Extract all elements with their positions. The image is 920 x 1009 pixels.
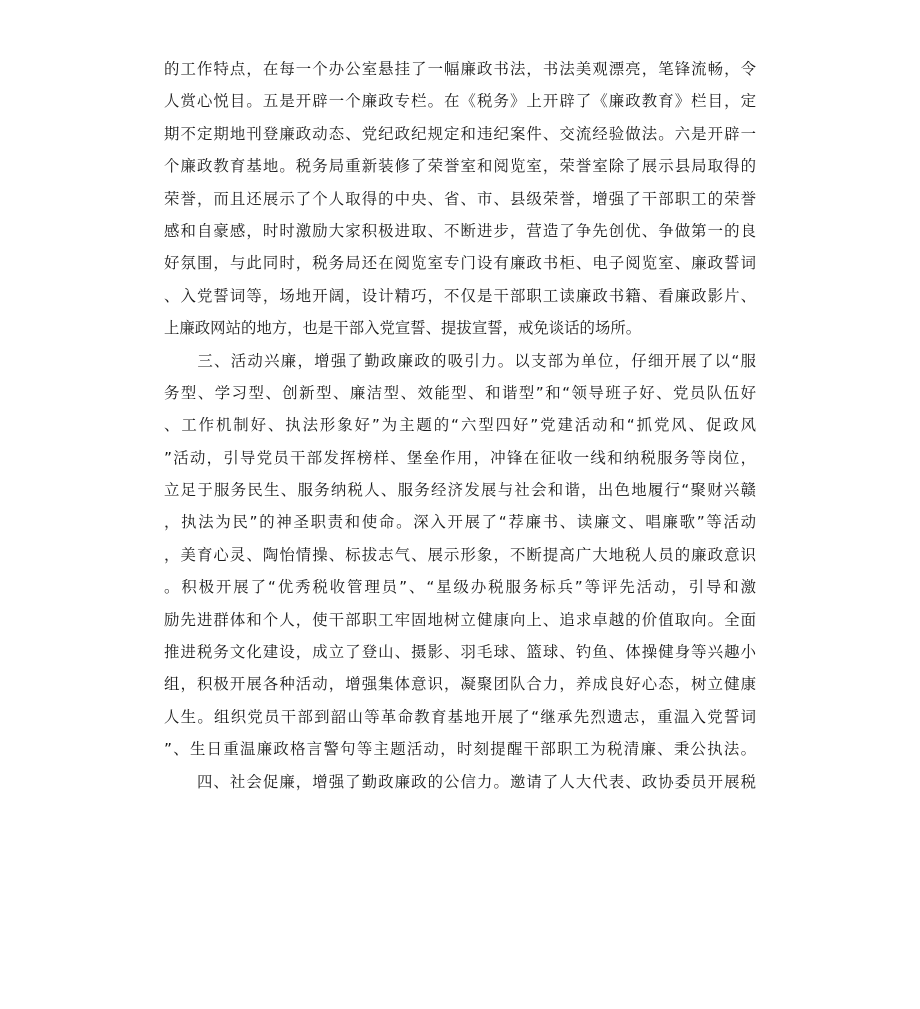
text-line: 。积极开展了“优秀税收管理员”、“星级办税服务标兵”等评先活动，引导和激 bbox=[164, 578, 756, 597]
text-line: 推进税务文化建设，成立了登山、摄影、羽毛球、篮球、钓鱼、体操健身等兴趣小 bbox=[164, 643, 756, 662]
text-line: 、入党誓词等，场地开阔，设计精巧，不仅是干部职工读廉政书籍、看廉政影片、 bbox=[164, 286, 756, 305]
text-line: 个廉政教育基地。税务局重新装修了荣誉室和阅览室，荣誉室除了展示县局取得的 bbox=[164, 157, 756, 176]
text-line: 组，积极开展各种活动，增强集体意识，凝聚团队合力，养成良好心态，树立健康 bbox=[164, 675, 756, 694]
text-line: 三、活动兴廉，增强了勤政廉政的吸引力。以支部为单位，仔细开展了以“服 bbox=[164, 351, 756, 370]
text-line: 期不定期地刊登廉政动态、党纪政纪规定和违纪案件、交流经验做法。六是开辟一 bbox=[164, 124, 756, 143]
text-line: 立足于服务民生、服务纳税人、服务经济发展与社会和谐，出色地履行“聚财兴赣 bbox=[164, 481, 756, 500]
text-line: 上廉政网站的地方，也是干部入党宣誓、提拔宣誓，戒免谈话的场所。 bbox=[164, 319, 642, 338]
text-line: 荣誉，而且还展示了个人取得的中央、省、市、县级荣誉，增强了干部职工的荣誉 bbox=[164, 189, 756, 208]
text-line: 的工作特点，在每一个办公室悬挂了一幅廉政书法，书法美观漂亮，笔锋流畅，令 bbox=[164, 60, 756, 78]
text-line: ”、生日重温廉政格言警句等主题活动，时刻提醒干部职工为税清廉、秉公执法。 bbox=[164, 740, 756, 759]
text-line: ，美育心灵、陶怡情操、标拔志气、展示形象，不断提高广大地税人员的廉政意识 bbox=[164, 545, 756, 564]
text-line: 、工作机制好、执法形象好”为主题的“六型四好”党建活动和“抓党风、促政风 bbox=[164, 416, 756, 435]
text-line: 好氛围，与此同时，税务局还在阅览室专门设有廉政书柜、电子阅览室、廉政誓词 bbox=[164, 254, 756, 273]
text-line: 务型、学习型、创新型、廉洁型、效能型、和谐型”和“领导班子好、党员队伍好 bbox=[164, 383, 756, 402]
body-text bbox=[164, 53, 756, 798]
text-line: 感和自豪感，时时激励大家积极进取、不断进步，营造了争先创优、争做第一的良 bbox=[164, 221, 756, 240]
text-line: 励先进群体和个人，使干部职工牢固地树立健康向上、追求卓越的价值取向。全面 bbox=[164, 610, 756, 629]
text-line: ，执法为民”的神圣职责和使命。深入开展了“荐廉书、读廉文、唱廉歌”等活动 bbox=[164, 513, 756, 532]
text-line: ”活动，引导党员干部发挥榜样、堡垒作用，冲锋在征收一线和纳税服务等岗位， bbox=[164, 448, 756, 467]
text-line: 人赏心悦目。五是开辟一个廉政专栏。在《税务》上开辟了《廉政教育》栏目，定 bbox=[164, 92, 756, 111]
text-line: 人生。组织党员干部到韶山等革命教育基地开展了“继承先烈遗志，重温入党誓词 bbox=[164, 707, 756, 726]
text-line: 四、社会促廉，增强了勤政廉政的公信力。邀请了人大代表、政协委员开展税 bbox=[164, 772, 756, 791]
